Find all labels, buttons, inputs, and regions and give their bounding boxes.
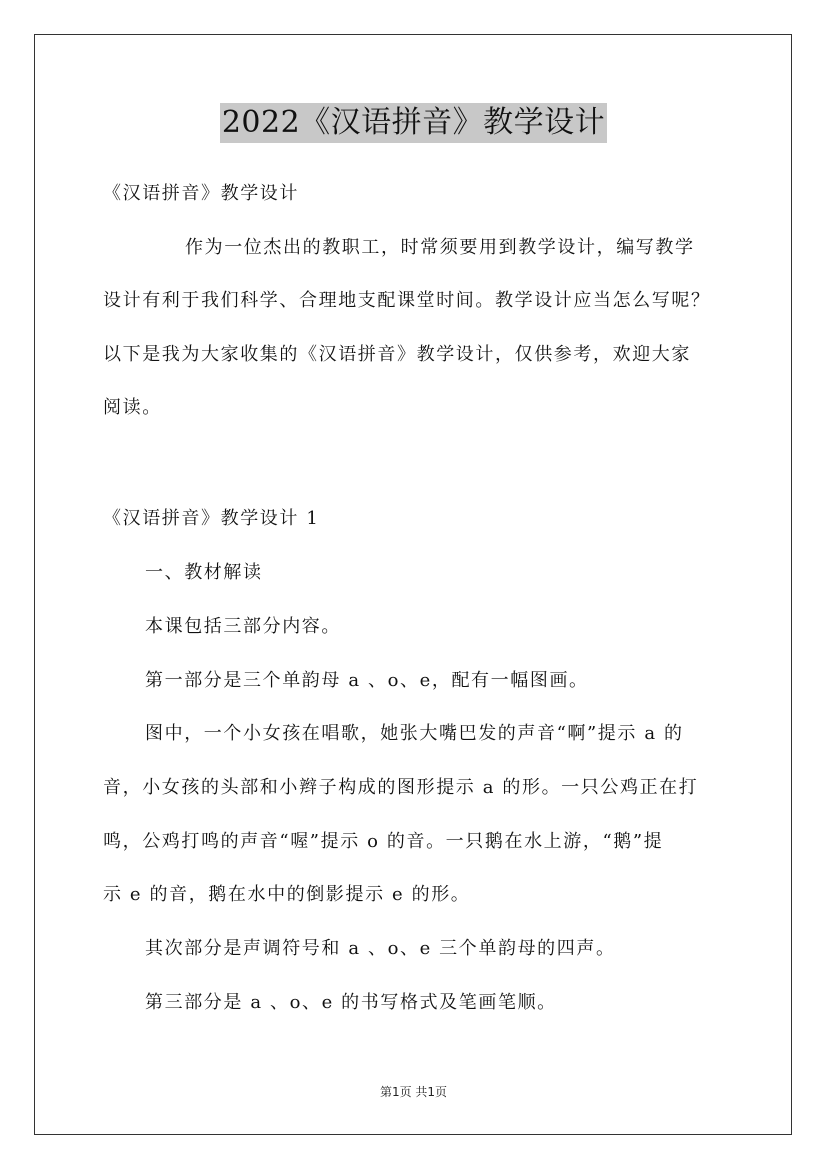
document-title: 2022《汉语拼音》教学设计 xyxy=(220,103,607,143)
body-line: 图中，一个小女孩在唱歌，她张大嘴巴发的声音“啊”提示 a 的 xyxy=(145,723,684,744)
intro-line: 作为一位杰出的教职工，时常须要用到教学设计，编写教学 xyxy=(185,237,695,258)
body-line: 其次部分是声调符号和 a 、o、e 三个单韵母的四声。 xyxy=(145,938,616,959)
body-line: 示 e 的音，鹅在水中的倒影提示 e 的形。 xyxy=(103,884,471,905)
body-line: 鸣，公鸡打鸣的声音“喔”提示 o 的音。一只鹅在水上游，“鹅”提 xyxy=(103,831,664,852)
section-heading: 《汉语拼音》教学设计 1 xyxy=(103,508,320,529)
intro-line: 设计有利于我们科学、合理地支配课堂时间。教学设计应当怎么写呢？ xyxy=(103,290,711,311)
body-line: 第三部分是 a 、o、e 的书写格式及笔画笔顺。 xyxy=(145,992,557,1013)
document-subtitle: 《汉语拼音》教学设计 xyxy=(103,183,299,204)
body-line: 本课包括三部分内容。 xyxy=(145,616,341,637)
document-title-block xyxy=(0,102,827,143)
intro-line: 阅读。 xyxy=(103,397,162,418)
body-line: 第一部分是三个单韵母 a 、o、e，配有一幅图画。 xyxy=(145,670,589,691)
page-footer: 第1页 共1页 xyxy=(379,1085,448,1099)
intro-line: 以下是我为大家收集的《汉语拼音》教学设计，仅供参考，欢迎大家 xyxy=(103,344,691,365)
body-line: 音，小女孩的头部和小辫子构成的图形提示 a 的形。一只公鸡正在打 xyxy=(103,777,699,798)
subheading: 一、教材解读 xyxy=(145,562,263,583)
